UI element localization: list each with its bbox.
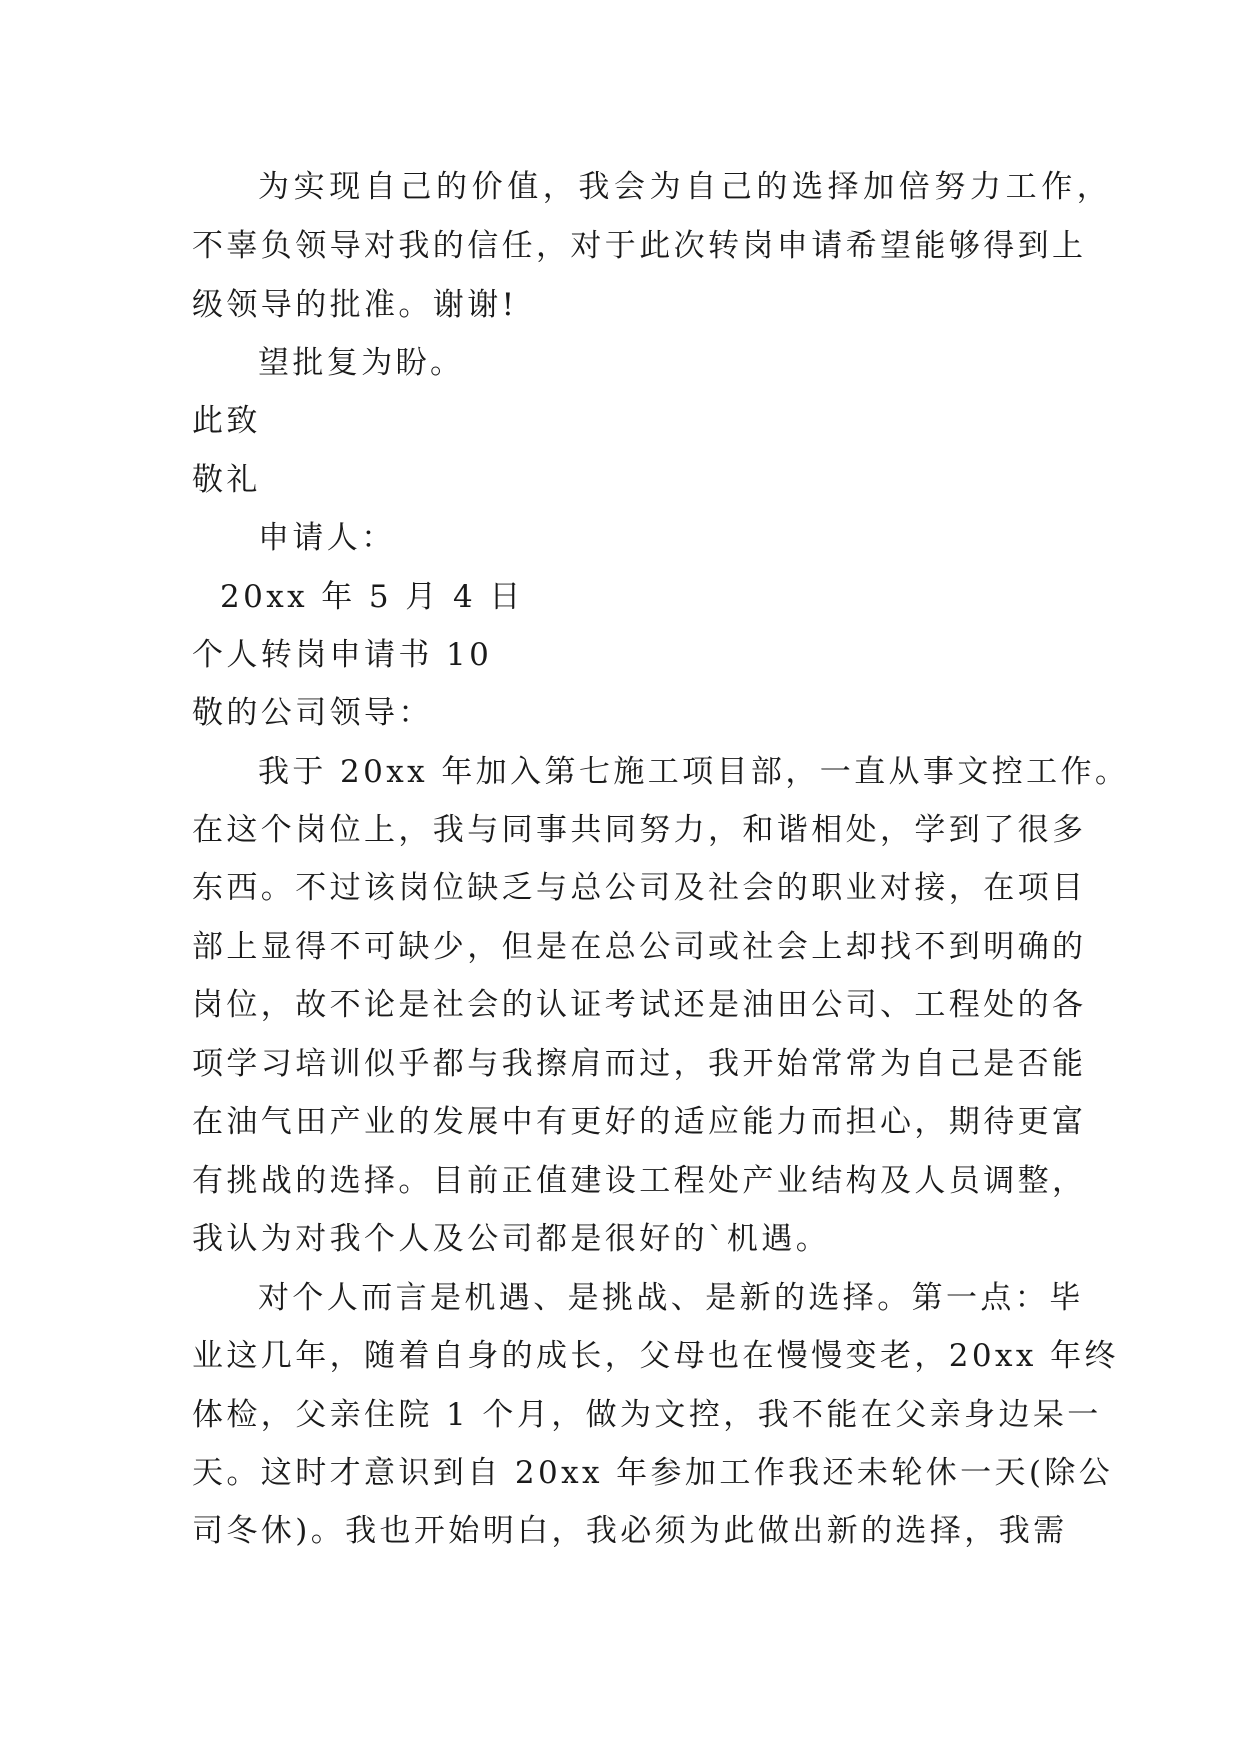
paragraph-1-line: 岗位，故不论是社会的认证考试还是油田公司、工程处的各 <box>192 987 1087 1023</box>
reply-request: 望批复为盼。 <box>258 345 465 381</box>
greeting: 敬的公司领导： <box>192 695 433 731</box>
letter-title: 个人转岗申请书 10 <box>192 637 493 673</box>
closing-paragraph-line: 不辜负领导对我的信任，对于此次转岗申请希望能够得到上 <box>192 228 1087 264</box>
paragraph-1-line: 在油气田产业的发展中有更好的适应能力而担心，期待更富 <box>192 1104 1087 1140</box>
paragraph-1-line: 项学习培训似乎都与我擦肩而过，我开始常常为自己是否能 <box>192 1046 1087 1082</box>
paragraph-1-line: 我认为对我个人及公司都是很好的`机遇。 <box>192 1221 831 1257</box>
paragraph-1-line: 在这个岗位上，我与同事共同努力，和谐相处，学到了很多 <box>192 812 1087 848</box>
paragraph-2-line: 业这几年，随着自身的成长，父母也在慢慢变老，20xx 年终 <box>192 1338 1119 1374</box>
paragraph-1-line: 东西。不过该岗位缺乏与总公司及社会的职业对接，在项目 <box>192 870 1087 906</box>
paragraph-2-line: 体检，父亲住院 1 个月，做为文控，我不能在父亲身边呆一 <box>192 1397 1102 1433</box>
paragraph-1-line: 部上显得不可缺少，但是在总公司或社会上却找不到明确的 <box>192 929 1087 965</box>
closing-paragraph-line: 级领导的批准。谢谢! <box>192 287 518 323</box>
paragraph-1-line: 我于 20xx 年加入第七施工项目部，一直从事文控工作。 <box>258 754 1130 790</box>
salutation-jing-li: 敬礼 <box>192 462 261 498</box>
paragraph-2-line: 对个人而言是机遇、是挑战、是新的选择。第一点：毕 <box>258 1280 1084 1316</box>
applicant-label: 申请人： <box>258 520 396 556</box>
salutation-ci-zhi: 此致 <box>192 403 261 439</box>
paragraph-2-line: 天。这时才意识到自 20xx 年参加工作我还未轮休一天(除公 <box>192 1455 1114 1491</box>
paragraph-1-line: 有挑战的选择。目前正值建设工程处产业结构及人员调整， <box>192 1163 1087 1199</box>
letter-date: 20xx 年 5 月 4 日 <box>220 579 524 615</box>
paragraph-2-line: 司冬休)。我也开始明白，我必须为此做出新的选择，我需 <box>192 1513 1068 1549</box>
closing-paragraph-line: 为实现自己的价值，我会为自己的选择加倍努力工作， <box>258 169 1113 205</box>
